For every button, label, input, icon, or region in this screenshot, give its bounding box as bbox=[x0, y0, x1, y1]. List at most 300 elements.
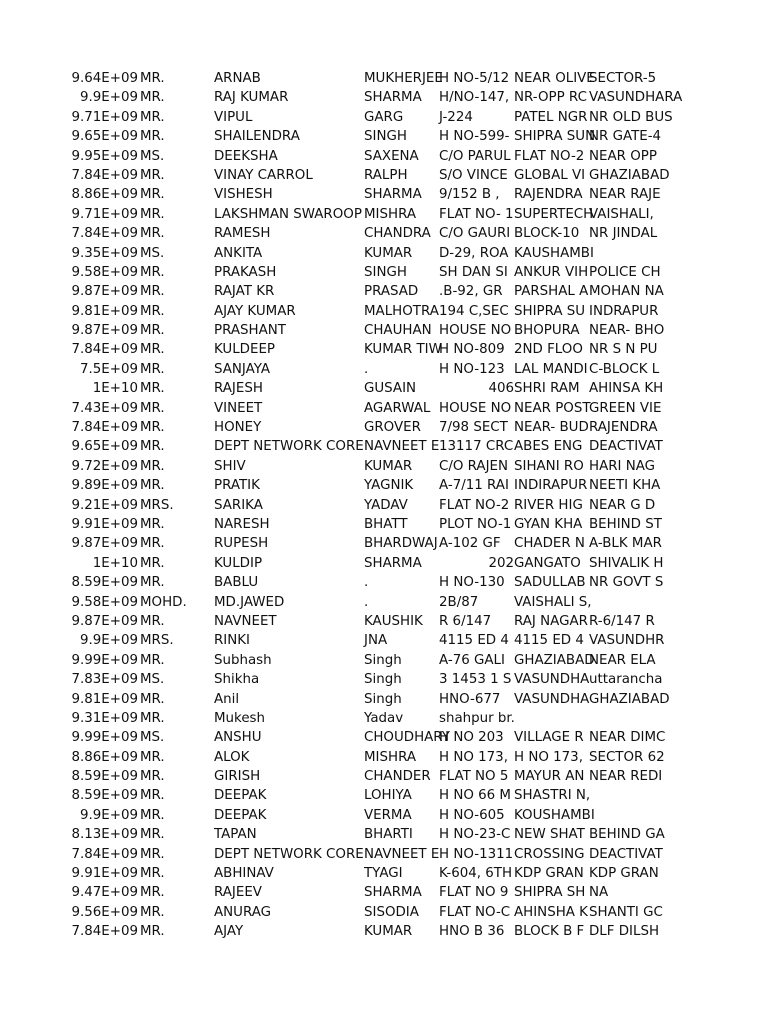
cell-address2[interactable]: VAISHALI S, bbox=[514, 594, 592, 610]
cell-address1[interactable]: D-29, ROA bbox=[439, 245, 509, 261]
cell-address2[interactable]: RAJ NAGAR bbox=[514, 613, 588, 629]
cell-address2[interactable]: ANKUR VIH bbox=[514, 264, 589, 280]
cell-address1[interactable]: H NO-605 bbox=[439, 807, 505, 823]
cell-address2[interactable]: H NO 173, bbox=[514, 749, 583, 765]
cell-phone[interactable]: 9.58E+09 bbox=[71, 594, 138, 610]
cell-phone[interactable]: 9.71E+09 bbox=[71, 206, 138, 222]
cell-address3[interactable]: DEACTIVAT bbox=[589, 439, 663, 455]
cell-first-name[interactable]: NAVNEET bbox=[214, 613, 277, 629]
cell-address2[interactable]: RIVER HIG bbox=[514, 497, 583, 513]
cell-phone[interactable]: 9.31E+09 bbox=[71, 710, 138, 726]
cell-phone[interactable]: 9.81E+09 bbox=[71, 303, 138, 319]
cell-first-name[interactable]: BABLU bbox=[214, 575, 259, 591]
cell-address1[interactable]: H NO-599- bbox=[439, 129, 510, 145]
cell-address3[interactable]: GHAZIABAD bbox=[589, 167, 670, 183]
cell-address3[interactable]: RAJENDRA bbox=[589, 420, 658, 436]
cell-address2[interactable]: 2ND FLOO bbox=[514, 342, 583, 358]
cell-last-name[interactable]: RALPH bbox=[364, 167, 408, 183]
cell-address3[interactable]: SHIVALIK H bbox=[589, 555, 664, 571]
cell-address1[interactable]: HNO B 36 bbox=[439, 924, 505, 940]
cell-last-name[interactable]: CHANDER bbox=[364, 769, 431, 785]
cell-first-name[interactable]: ANURAG bbox=[214, 904, 272, 920]
cell-address1[interactable]: H NO 203 bbox=[439, 730, 504, 746]
cell-address3[interactable]: NEETI KHA bbox=[589, 478, 661, 494]
cell-address1[interactable]: HNO-677 bbox=[439, 691, 501, 707]
cell-address3[interactable] bbox=[589, 786, 662, 805]
cell-address2[interactable]: PATEL NGR bbox=[514, 109, 588, 125]
cell-title[interactable]: MR. bbox=[140, 788, 165, 804]
cell-last-name[interactable]: PRASAD bbox=[364, 284, 419, 300]
cell-address3[interactable]: NA bbox=[589, 885, 609, 901]
cell-first-name[interactable]: ANKITA bbox=[214, 245, 263, 261]
cell-address2[interactable]: CROSSING bbox=[514, 846, 585, 862]
cell-address3[interactable]: DLF DILSH bbox=[589, 924, 660, 940]
cell-address3[interactable]: DEACTIVAT bbox=[589, 846, 663, 862]
cell-title[interactable]: MR. bbox=[140, 381, 165, 397]
cell-last-name[interactable]: . bbox=[364, 594, 369, 610]
cell-first-name[interactable]: ABHINAV bbox=[214, 866, 274, 882]
cell-title[interactable]: MR. bbox=[140, 420, 165, 436]
cell-address3[interactable]: POLICE CH bbox=[589, 264, 661, 280]
cell-address3[interactable]: SECTOR 62 bbox=[589, 749, 665, 765]
cell-phone[interactable]: 9.99E+09 bbox=[71, 652, 138, 668]
cell-phone[interactable]: 9.95E+09 bbox=[71, 148, 138, 164]
cell-address3[interactable]: NR GATE-4 bbox=[589, 129, 662, 145]
cell-address2[interactable]: RAJENDRA bbox=[514, 187, 583, 203]
cell-first-name[interactable]: RAJ KUMAR bbox=[214, 90, 289, 106]
cell-title[interactable]: MR. bbox=[140, 807, 165, 823]
cell-phone[interactable]: 7.84E+09 bbox=[71, 342, 138, 358]
cell-address3[interactable]: NR S N PU bbox=[589, 342, 658, 358]
cell-phone[interactable]: 8.86E+09 bbox=[71, 187, 138, 203]
cell-last-name[interactable]: KUMAR TIW bbox=[364, 342, 442, 358]
cell-title[interactable]: MRS. bbox=[140, 497, 174, 513]
cell-last-name[interactable]: MUKHERJEE bbox=[364, 71, 443, 86]
cell-address2[interactable]: KAUSHAMBI bbox=[514, 245, 594, 261]
cell-last-name[interactable]: MALHOTRA bbox=[364, 303, 439, 319]
cell-address3[interactable]: NR JINDAL bbox=[589, 226, 658, 242]
cell-first-name[interactable]: Subhash bbox=[214, 652, 272, 668]
cell-first-name[interactable]: DEPT NETWORK CORE bbox=[214, 439, 364, 455]
cell-address2[interactable]: KOUSHAMBI bbox=[514, 807, 595, 823]
cell-title[interactable]: MR. bbox=[140, 167, 165, 183]
cell-title[interactable]: MRS. bbox=[140, 633, 174, 649]
cell-phone[interactable]: 7.83E+09 bbox=[71, 672, 138, 688]
cell-last-name[interactable]: BHARDWAJ bbox=[364, 536, 438, 552]
cell-address1[interactable]: J-224 bbox=[439, 109, 473, 125]
cell-phone[interactable]: 9.91E+09 bbox=[71, 866, 138, 882]
cell-last-name[interactable]: KAUSHIK bbox=[364, 613, 423, 629]
cell-phone[interactable]: 7.84E+09 bbox=[71, 226, 138, 242]
cell-title[interactable]: MR. bbox=[140, 575, 165, 591]
cell-address1[interactable]: H NO-130 bbox=[439, 575, 505, 591]
cell-last-name[interactable]: Singh bbox=[364, 672, 402, 688]
cell-address2[interactable]: INDIRAPUR bbox=[514, 478, 588, 494]
cell-address2[interactable]: 4115 ED 4 bbox=[514, 633, 584, 649]
cell-address2[interactable]: SHIPRA SH bbox=[514, 885, 586, 901]
cell-address1[interactable]: FLAT NO- 1 bbox=[439, 206, 514, 222]
cell-title[interactable]: MR. bbox=[140, 400, 165, 416]
cell-address3[interactable] bbox=[589, 244, 662, 263]
cell-address3[interactable]: NEAR G D bbox=[589, 497, 656, 513]
cell-address2[interactable]: MAYUR AN bbox=[514, 769, 585, 785]
cell-address3[interactable]: MOHAN NA bbox=[589, 284, 664, 300]
cell-phone[interactable]: 9.56E+09 bbox=[71, 904, 138, 920]
cell-address3[interactable]: uttarancha bbox=[589, 672, 663, 688]
cell-address3[interactable]: NR GOVT S bbox=[589, 575, 664, 591]
cell-title[interactable]: MR. bbox=[140, 846, 165, 862]
cell-phone[interactable]: 8.59E+09 bbox=[71, 769, 138, 785]
cell-phone[interactable]: 9.87E+09 bbox=[71, 536, 138, 552]
cell-title[interactable]: MR. bbox=[140, 206, 165, 222]
cell-title[interactable]: MR. bbox=[140, 536, 165, 552]
cell-phone[interactable]: 1E+10 bbox=[92, 555, 138, 571]
cell-address3[interactable]: BEHIND GA bbox=[589, 827, 665, 843]
cell-title[interactable]: MR. bbox=[140, 303, 165, 319]
cell-address2[interactable]: FLAT NO-2 bbox=[514, 148, 585, 164]
cell-last-name[interactable]: CHOUDHARY bbox=[364, 730, 450, 746]
cell-address2[interactable]: CHADER N bbox=[514, 536, 585, 552]
cell-first-name[interactable]: PRATIK bbox=[214, 478, 260, 494]
cell-last-name[interactable]: SINGH bbox=[364, 129, 407, 145]
cell-title[interactable]: MR. bbox=[140, 439, 165, 455]
cell-title[interactable]: MR. bbox=[140, 71, 165, 86]
cell-phone[interactable]: 8.86E+09 bbox=[71, 749, 138, 765]
cell-title[interactable]: MR. bbox=[140, 284, 165, 300]
cell-last-name[interactable]: KUMAR bbox=[364, 458, 413, 474]
cell-first-name[interactable]: AJAY bbox=[214, 924, 244, 940]
cell-first-name[interactable]: NARESH bbox=[214, 516, 270, 532]
cell-phone[interactable]: 7.84E+09 bbox=[71, 167, 138, 183]
cell-address2[interactable]: GHAZIABAD bbox=[514, 652, 595, 668]
cell-first-name[interactable]: LAKSHMAN SWAROOP bbox=[214, 206, 362, 222]
cell-last-name[interactable]: Singh bbox=[364, 652, 402, 668]
cell-address3[interactable]: BEHIND ST bbox=[589, 516, 662, 532]
cell-phone[interactable]: 9.81E+09 bbox=[71, 691, 138, 707]
cell-first-name[interactable]: ARNAB bbox=[214, 71, 261, 86]
cell-address1[interactable]: .B-92, GR bbox=[439, 284, 503, 300]
cell-first-name[interactable]: RINKI bbox=[214, 633, 251, 649]
cell-last-name[interactable]: CHANDRA bbox=[364, 226, 431, 242]
cell-first-name[interactable]: VISHESH bbox=[214, 187, 273, 203]
cell-first-name[interactable]: RAJAT KR bbox=[214, 284, 275, 300]
cell-address1[interactable]: H/NO-147, bbox=[439, 90, 510, 106]
cell-title[interactable]: MR. bbox=[140, 710, 165, 726]
cell-address1[interactable]: FLAT NO-C bbox=[439, 904, 511, 920]
cell-address2[interactable]: SHASTRI N, bbox=[514, 788, 591, 804]
cell-phone[interactable]: 9.21E+09 bbox=[71, 497, 138, 513]
cell-first-name[interactable]: GIRISH bbox=[214, 769, 261, 785]
cell-address3[interactable]: NEAR REDI bbox=[589, 769, 663, 785]
cell-address2[interactable]: GYAN KHA bbox=[514, 516, 583, 532]
cell-first-name[interactable]: Shikha bbox=[214, 672, 260, 688]
cell-title[interactable]: MR. bbox=[140, 613, 165, 629]
cell-phone[interactable]: 9.89E+09 bbox=[71, 478, 138, 494]
cell-last-name[interactable]: BHATT bbox=[364, 516, 408, 532]
cell-address2[interactable]: NR-OPP RC bbox=[514, 90, 587, 106]
cell-address3[interactable]: R-6/147 R bbox=[589, 613, 655, 629]
cell-phone[interactable]: 9.47E+09 bbox=[71, 885, 138, 901]
cell-address1[interactable]: H NO-23-C bbox=[439, 827, 511, 843]
cell-address3[interactable]: HARI NAG bbox=[589, 458, 656, 474]
cell-address1[interactable]: 406 bbox=[488, 381, 514, 397]
cell-title[interactable]: MR. bbox=[140, 555, 165, 571]
cell-address2[interactable]: NEAR POST bbox=[514, 400, 591, 416]
cell-address1[interactable]: H NO-123 bbox=[439, 361, 505, 377]
cell-title[interactable]: MR. bbox=[140, 749, 165, 765]
cell-address3[interactable]: NEAR- BHO bbox=[589, 323, 665, 339]
cell-first-name[interactable]: RAMESH bbox=[214, 226, 271, 242]
cell-address1[interactable]: C/O GAURI bbox=[439, 226, 511, 242]
cell-first-name[interactable]: DEEPAK bbox=[214, 807, 267, 823]
cell-address2[interactable]: SIHANI RO bbox=[514, 458, 584, 474]
cell-address1[interactable]: FLAT NO-2 bbox=[439, 497, 510, 513]
cell-title[interactable]: MR. bbox=[140, 458, 165, 474]
cell-address2[interactable]: VASUNDHA bbox=[514, 672, 590, 688]
cell-title[interactable]: MR. bbox=[140, 109, 165, 125]
cell-phone[interactable]: 9.58E+09 bbox=[71, 264, 138, 280]
cell-last-name[interactable]: SHARMA bbox=[364, 555, 422, 571]
cell-phone[interactable]: 7.5E+09 bbox=[79, 361, 138, 377]
cell-address2[interactable] bbox=[514, 709, 589, 728]
cell-phone[interactable]: 9.64E+09 bbox=[71, 71, 138, 86]
cell-phone[interactable]: 7.43E+09 bbox=[71, 400, 138, 416]
cell-address3[interactable] bbox=[589, 593, 662, 612]
cell-address1[interactable]: shahpur br. bbox=[439, 710, 515, 726]
cell-address1[interactable]: FLAT NO 9 bbox=[439, 885, 509, 901]
cell-phone[interactable]: 9.65E+09 bbox=[71, 439, 138, 455]
cell-address1[interactable]: H NO-809 bbox=[439, 342, 505, 358]
cell-address2[interactable]: GLOBAL VI bbox=[514, 167, 586, 183]
cell-address1[interactable]: 194 C,SEC bbox=[439, 303, 509, 319]
cell-first-name[interactable]: AJAY KUMAR bbox=[214, 303, 296, 319]
cell-address3[interactable]: NEAR ELA bbox=[589, 652, 656, 668]
cell-first-name[interactable]: HONEY bbox=[214, 420, 262, 436]
cell-phone[interactable]: 9.71E+09 bbox=[71, 109, 138, 125]
cell-address1[interactable]: A-76 GALI bbox=[439, 652, 505, 668]
cell-address3[interactable]: C-BLOCK L bbox=[589, 361, 660, 377]
cell-address3[interactable]: SECTOR-5 bbox=[589, 71, 657, 86]
cell-address1[interactable]: 7/98 SECT bbox=[439, 420, 508, 436]
cell-address3[interactable] bbox=[589, 709, 662, 728]
cell-address1[interactable]: C/O RAJEN bbox=[439, 458, 509, 474]
cell-address3[interactable]: NEAR DIMC bbox=[589, 730, 666, 746]
cell-title[interactable]: MR. bbox=[140, 90, 165, 106]
cell-last-name[interactable]: Yadav bbox=[364, 710, 404, 726]
cell-first-name[interactable]: DEEPAK bbox=[214, 788, 267, 804]
cell-title[interactable]: MR. bbox=[140, 904, 165, 920]
cell-address3[interactable]: AHINSA KH bbox=[589, 381, 664, 397]
cell-phone[interactable]: 8.13E+09 bbox=[71, 827, 138, 843]
cell-last-name[interactable]: AGARWAL bbox=[364, 400, 431, 416]
cell-address3[interactable]: NEAR OPP bbox=[589, 148, 657, 164]
cell-last-name[interactable]: SAXENA bbox=[364, 148, 419, 164]
cell-title[interactable]: MS. bbox=[140, 672, 165, 688]
cell-phone[interactable]: 8.59E+09 bbox=[71, 788, 138, 804]
cell-phone[interactable]: 9.35E+09 bbox=[71, 245, 138, 261]
cell-address1[interactable]: H NO-5/12 bbox=[439, 71, 510, 86]
cell-first-name[interactable]: RAJESH bbox=[214, 381, 263, 397]
cell-address3[interactable]: VAISHALI, bbox=[589, 206, 654, 222]
cell-phone[interactable]: 9.72E+09 bbox=[71, 458, 138, 474]
cell-first-name[interactable]: SANJAYA bbox=[214, 361, 271, 377]
cell-address1[interactable]: A-7/11 RAI bbox=[439, 478, 509, 494]
cell-title[interactable]: MR. bbox=[140, 827, 165, 843]
cell-first-name[interactable]: KULDEEP bbox=[214, 342, 275, 358]
cell-address1[interactable]: S/O VINCE bbox=[439, 167, 508, 183]
cell-address1[interactable]: K-604, 6TH bbox=[439, 866, 513, 882]
cell-title[interactable]: MR. bbox=[140, 187, 165, 203]
cell-title[interactable]: MR. bbox=[140, 924, 165, 940]
cell-last-name[interactable]: SISODIA bbox=[364, 904, 419, 920]
cell-address1[interactable]: 202 bbox=[488, 555, 514, 571]
cell-address3[interactable]: NEAR RAJE bbox=[589, 187, 661, 203]
cell-phone[interactable]: 7.84E+09 bbox=[71, 846, 138, 862]
cell-address1[interactable]: 3 1453 1 S bbox=[439, 672, 512, 688]
cell-phone[interactable]: 9.65E+09 bbox=[71, 129, 138, 145]
cell-last-name[interactable]: LOHIYA bbox=[364, 788, 412, 804]
cell-address2[interactable]: VASUNDHA bbox=[514, 691, 590, 707]
cell-last-name[interactable]: . bbox=[364, 361, 369, 377]
cell-address2[interactable]: VILLAGE R bbox=[514, 730, 584, 746]
cell-last-name[interactable]: SHARMA bbox=[364, 885, 422, 901]
cell-address1[interactable]: FLAT NO 5 bbox=[439, 769, 509, 785]
cell-first-name[interactable]: MD.JAWED bbox=[214, 594, 285, 610]
cell-title[interactable]: MR. bbox=[140, 323, 165, 339]
cell-last-name[interactable]: BHARTI bbox=[364, 827, 413, 843]
cell-address1[interactable]: H NO-1311 bbox=[439, 846, 514, 862]
cell-address1[interactable]: 9/152 B , bbox=[439, 187, 500, 203]
cell-address3[interactable]: SHANTI GC bbox=[589, 904, 663, 920]
cell-address1[interactable]: 13117 CRC bbox=[439, 439, 514, 455]
cell-first-name[interactable]: Anil bbox=[214, 691, 240, 707]
cell-phone[interactable]: 9.9E+09 bbox=[79, 90, 138, 106]
cell-last-name[interactable]: NAVNEET E bbox=[364, 439, 440, 455]
cell-title[interactable]: MR. bbox=[140, 264, 165, 280]
cell-last-name[interactable]: GROVER bbox=[364, 420, 421, 436]
cell-title[interactable]: MS. bbox=[140, 730, 165, 746]
cell-address2[interactable]: PARSHAL A bbox=[514, 284, 589, 300]
cell-address1[interactable]: SH DAN SI bbox=[439, 264, 508, 280]
cell-first-name[interactable]: VINEET bbox=[214, 400, 263, 416]
cell-address3[interactable]: VASUNDHARA bbox=[589, 90, 683, 106]
cell-last-name[interactable]: JNA bbox=[364, 633, 388, 649]
cell-last-name[interactable]: GARG bbox=[364, 109, 404, 125]
cell-phone[interactable]: 9.91E+09 bbox=[71, 516, 138, 532]
cell-address3[interactable]: KDP GRAN bbox=[589, 866, 659, 882]
cell-title[interactable]: MR. bbox=[140, 885, 165, 901]
cell-last-name[interactable]: VERMA bbox=[364, 807, 412, 823]
cell-phone[interactable]: 1E+10 bbox=[92, 381, 138, 397]
cell-last-name[interactable]: NAVNEET E bbox=[364, 846, 440, 862]
cell-address2[interactable]: SHIPRA SU bbox=[514, 303, 586, 319]
cell-last-name[interactable]: . bbox=[364, 575, 369, 591]
cell-first-name[interactable]: DEEKSHA bbox=[214, 148, 278, 164]
cell-address3[interactable]: VASUNDHR bbox=[589, 633, 665, 649]
cell-last-name[interactable]: SHARMA bbox=[364, 90, 422, 106]
cell-address2[interactable]: BLOCK-10 bbox=[514, 226, 580, 242]
cell-address3[interactable]: GREEN VIE bbox=[589, 400, 662, 416]
cell-address2[interactable]: NEAR- BUD bbox=[514, 420, 589, 436]
cell-title[interactable]: MR. bbox=[140, 226, 165, 242]
cell-address3[interactable]: INDRAPUR bbox=[589, 303, 659, 319]
cell-first-name[interactable]: PRAKASH bbox=[214, 264, 277, 280]
cell-address3[interactable]: GHAZIABAD bbox=[589, 691, 670, 707]
cell-phone[interactable]: 9.9E+09 bbox=[79, 633, 138, 649]
cell-address1[interactable]: PLOT NO-1 bbox=[439, 516, 512, 532]
cell-first-name[interactable]: SARIKA bbox=[214, 497, 263, 513]
cell-last-name[interactable]: YADAV bbox=[364, 497, 408, 513]
cell-last-name[interactable]: MISHRA bbox=[364, 749, 416, 765]
cell-last-name[interactable]: KUMAR bbox=[364, 245, 413, 261]
cell-first-name[interactable]: SHIV bbox=[214, 458, 246, 474]
cell-address3[interactable]: NR OLD BUS bbox=[589, 109, 673, 125]
cell-phone[interactable]: 8.59E+09 bbox=[71, 575, 138, 591]
cell-address1[interactable]: 4115 ED 4 bbox=[439, 633, 509, 649]
cell-phone[interactable]: 7.84E+09 bbox=[71, 924, 138, 940]
cell-address1[interactable]: 2B/87 bbox=[439, 594, 479, 610]
cell-address2[interactable]: ABES ENG bbox=[514, 439, 583, 455]
cell-address1[interactable]: HOUSE NO bbox=[439, 323, 512, 339]
cell-address1[interactable]: HOUSE NO bbox=[439, 400, 512, 416]
cell-address3[interactable] bbox=[589, 806, 662, 825]
cell-address2[interactable]: LAL MANDI bbox=[514, 361, 588, 377]
cell-address2[interactable]: SUPERTECH bbox=[514, 206, 594, 222]
cell-last-name[interactable]: TYAGI bbox=[364, 866, 403, 882]
cell-address2[interactable]: SHIPRA SUN bbox=[514, 129, 596, 145]
cell-phone[interactable]: 9.9E+09 bbox=[79, 807, 138, 823]
cell-title[interactable]: MR. bbox=[140, 516, 165, 532]
cell-first-name[interactable]: ALOK bbox=[214, 749, 250, 765]
cell-address2[interactable]: SADULLAB bbox=[514, 575, 586, 591]
cell-first-name[interactable]: RAJEEV bbox=[214, 885, 262, 901]
cell-address3[interactable]: A-BLK MAR bbox=[589, 536, 662, 552]
cell-title[interactable]: MR. bbox=[140, 652, 165, 668]
cell-last-name[interactable]: KUMAR bbox=[364, 924, 413, 940]
cell-first-name[interactable]: KULDIP bbox=[214, 555, 263, 571]
cell-address1[interactable]: A-102 GF bbox=[439, 536, 501, 552]
cell-phone[interactable]: 9.87E+09 bbox=[71, 613, 138, 629]
cell-title[interactable]: MR. bbox=[140, 342, 165, 358]
cell-address1[interactable]: H NO 66 M bbox=[439, 788, 511, 804]
cell-first-name[interactable]: RUPESH bbox=[214, 536, 269, 552]
cell-first-name[interactable]: ANSHU bbox=[214, 730, 262, 746]
cell-address2[interactable]: BHOPURA bbox=[514, 323, 580, 339]
cell-first-name[interactable]: VIPUL bbox=[214, 109, 253, 125]
cell-title[interactable]: MOHD. bbox=[140, 594, 187, 610]
cell-address2[interactable]: NEW SHAT bbox=[514, 827, 585, 843]
cell-last-name[interactable]: GUSAIN bbox=[364, 381, 417, 397]
cell-last-name[interactable]: MISHRA bbox=[364, 206, 416, 222]
cell-first-name[interactable]: TAPAN bbox=[214, 827, 257, 843]
cell-title[interactable]: MS. bbox=[140, 148, 165, 164]
cell-phone[interactable]: 9.87E+09 bbox=[71, 323, 138, 339]
cell-address1[interactable]: C/O PARUL bbox=[439, 148, 511, 164]
cell-first-name[interactable]: Mukesh bbox=[214, 710, 266, 726]
cell-title[interactable]: MR. bbox=[140, 361, 165, 377]
cell-first-name[interactable]: VINAY CARROL bbox=[214, 167, 313, 183]
cell-address2[interactable]: SHRI RAM bbox=[514, 381, 580, 397]
cell-address1[interactable]: H NO 173, bbox=[439, 749, 508, 765]
cell-first-name[interactable]: DEPT NETWORK CORE bbox=[214, 846, 364, 862]
cell-last-name[interactable]: Singh bbox=[364, 691, 402, 707]
cell-address2[interactable]: KDP GRAN bbox=[514, 866, 584, 882]
cell-address2[interactable]: NEAR OLIVE bbox=[514, 71, 595, 86]
cell-title[interactable]: MR. bbox=[140, 691, 165, 707]
cell-first-name[interactable]: SHAILENDRA bbox=[214, 129, 300, 145]
cell-last-name[interactable]: SINGH bbox=[364, 264, 407, 280]
cell-title[interactable]: MR. bbox=[140, 769, 165, 785]
